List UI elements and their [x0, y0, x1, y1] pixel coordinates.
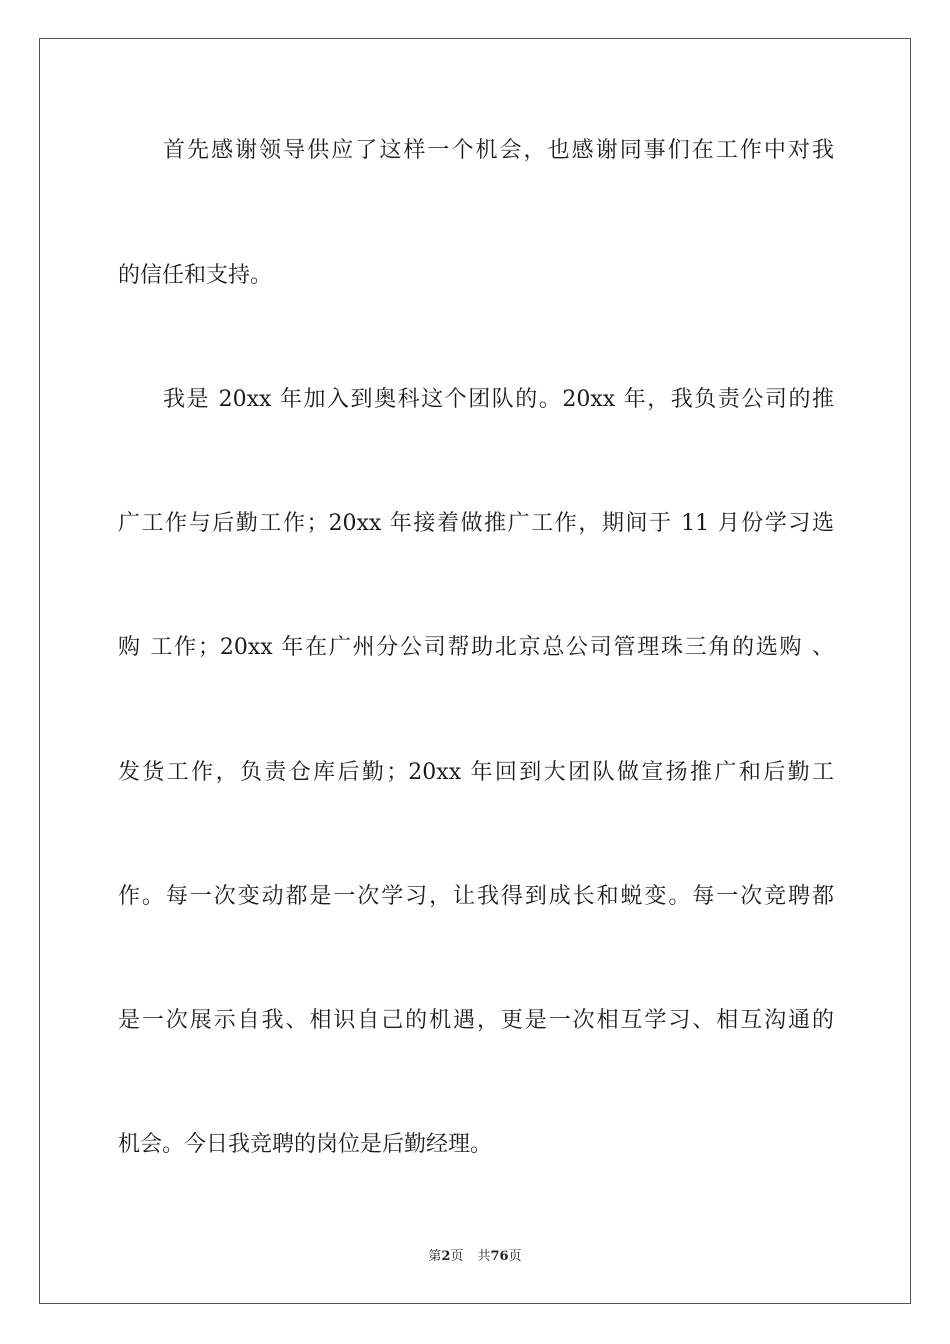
- paragraph-2-line-2: 广工作与后勤工作；20xx 年接着做推广工作，期间于 11 月份学习选: [118, 511, 834, 536]
- paragraph-2-line-6: 是一次展示自我、相识自己的机遇，更是一次相互学习、相互沟通的: [118, 1008, 834, 1033]
- paragraph-1-line-1: 首先感谢领导供应了这样一个机会，也感谢同事们在工作中对我: [163, 138, 834, 163]
- paragraph-2-line-1: 我是 20xx 年加入到奥科这个团队的。20xx 年，我负责公司的推: [163, 387, 834, 412]
- page-footer: [0, 1248, 950, 1266]
- total-pages: 76: [490, 1249, 509, 1264]
- page-prefix: 第: [428, 1249, 442, 1264]
- total-prefix: 共: [477, 1249, 491, 1264]
- paragraph-2-line-7: 机会。今日我竞聘的岗位是后勤经理。: [118, 1132, 493, 1157]
- paragraph-2-line-4: 发货工作，负责仓库后勤；20xx 年回到大团队做宣扬推广和后勤工: [118, 760, 834, 785]
- paragraph-2-line-3: 购 工作；20xx 年在广州分公司帮助北京总公司管理珠三角的选购 、: [118, 635, 834, 660]
- page-border: [39, 38, 911, 1304]
- page-suffix: 页: [450, 1249, 464, 1264]
- total-suffix: 页: [508, 1249, 522, 1264]
- paragraph-2-line-5: 作。每一次变动都是一次学习，让我得到成长和蜕变。每一次竞聘都: [118, 884, 834, 909]
- paragraph-1-line-2: 的信任和支持。: [118, 263, 273, 288]
- page-number: 2: [441, 1249, 451, 1264]
